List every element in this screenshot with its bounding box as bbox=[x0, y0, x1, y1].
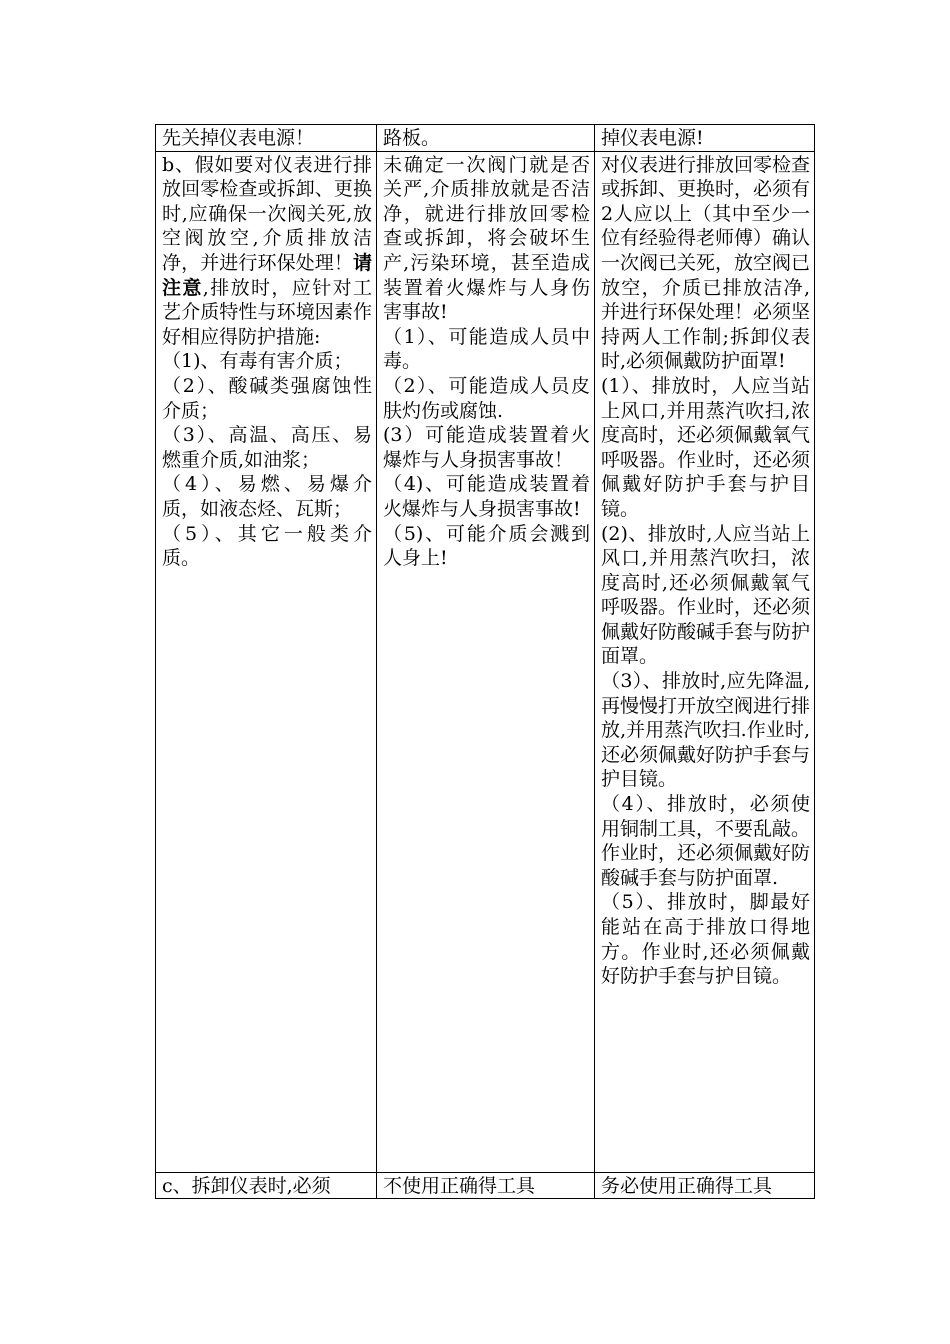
table-cell: c、拆卸仪表时,必须 bbox=[156, 1172, 377, 1199]
cell-paragraph: 未确定一次阀门就是否关严,介质排放就是否洁净，就进行排放回零检查或拆卸，将会破坏生产,污染环境，甚至造成装置着火爆炸与人身伤害事故! bbox=[383, 153, 590, 324]
cell-paragraph: b、假如要对仪表进行排放回零检查或拆卸、更换时,应确保一次阀关死,放空阀放空,介质排放洁净，并进行环保处理！ bbox=[162, 153, 372, 274]
list-item: （3）、排放时,应先降温,再慢慢打开放空阀进行排放,并用蒸汽吹扫.作业时,还必须佩戴好防护手套与护目镜。 bbox=[601, 670, 811, 791]
table-cell: 路板。 bbox=[377, 125, 595, 152]
list-item: （2）、酸碱类强腐蚀性介质； bbox=[162, 374, 372, 422]
requirement-cell bbox=[156, 151, 377, 1172]
table-cell: 不使用正确得工具 bbox=[377, 1172, 595, 1199]
list-item: （5）、排放时，脚最好能站在高于排放口得地方。作业时,还必须佩戴好防护手套与护目镜。 bbox=[601, 891, 810, 988]
cell-paragraph: ,排放时，应针对工艺介质特性与环境因素作好相应得防护措施: bbox=[162, 276, 372, 348]
list-item: （3）、高温、高压、易燃重介质,如油浆； bbox=[162, 424, 372, 471]
list-item: （2）、可能造成人员皮肤灼伤或腐蚀. bbox=[383, 374, 590, 422]
list-item: （4）、排放时，必须使用铜制工具，不要乱敲。作业时，还必须佩戴好防酸碱手套与防护面罩. bbox=[601, 793, 811, 889]
list-item: （4）、易燃、易爆介质，如液态烃、瓦斯； bbox=[162, 473, 372, 520]
list-item: （5)、可能介质会溅到人身上! bbox=[383, 522, 590, 570]
document-table bbox=[155, 124, 815, 1199]
list-item: (1）、排放时，人应当站上风口,并用蒸汽吹扫,浓度高时，还必须佩戴氧气呼吸器。作业时，还必须佩戴好防护手套与护目镜。 bbox=[601, 374, 811, 520]
table-row bbox=[156, 1172, 815, 1199]
table-cell: 先关掉仪表电源！ bbox=[156, 125, 377, 152]
list-item: （1）、可能造成人员中毒。 bbox=[383, 325, 590, 373]
list-item: （4)、可能造成装置着火爆炸与人身损害事故! bbox=[383, 473, 590, 520]
table-row bbox=[156, 151, 815, 1172]
notice-label: 请注意 bbox=[162, 251, 372, 299]
list-item: （5）、其它一般类介质。 bbox=[162, 522, 372, 570]
cell-paragraph: 对仪表进行排放回零检查或拆卸、更换时，必须有2人应以上（其中至少一位有经验得老师傅）确认一次阀已关死，放空阀已放空，介质已排放洁净,并进行环保处理！必须坚持两人工作制;拆卸仪表时,必须佩戴防护面罩! bbox=[601, 153, 811, 373]
measure-cell bbox=[595, 151, 815, 1172]
list-item: (3）可能造成装置着火爆炸与人身损害事故！ bbox=[383, 424, 590, 471]
table-cell: 务必使用正确得工具 bbox=[595, 1172, 815, 1199]
table-cell: 掉仪表电源! bbox=[595, 125, 815, 152]
risk-cell bbox=[377, 151, 595, 1172]
list-item: (2)、排放时,人应当站上风口,并用蒸汽吹扫，浓度高时,还必须佩戴氧气呼吸器。作业时，还必须佩戴好防酸碱手套与防护面罩。 bbox=[601, 522, 811, 668]
list-item: （1)、有毒有害介质； bbox=[162, 350, 353, 373]
table-row bbox=[156, 125, 815, 152]
